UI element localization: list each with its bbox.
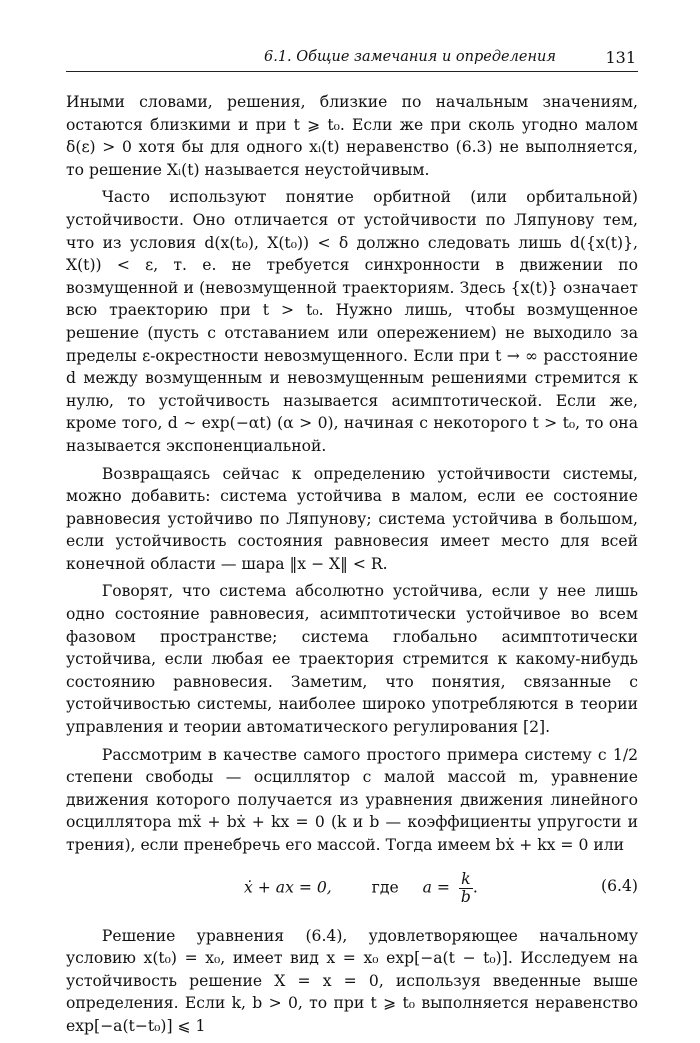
equation-where: где xyxy=(371,878,399,897)
paragraph-5: Рассмотрим в качестве самого простого примера систему с 1/2 степени свободы — осциллятор с малой массой m, уравнение движения которого получается из уравнения движения линейного осциллятора mẍ + bẋ + kx = 0 (k и b — коэффициенты упругости и трения), если пренебречь его массой. Тогда имеем bẋ + kx = 0 или xyxy=(66,745,638,854)
paragraph-6: Решение уравнения (6.4), удовлетворяющее начальному условию x(t₀) = x₀, имеет вид x = x₀ exp[−a(t − t₀)]. Исследуем на устойчивость решение X = x = 0, используя введенные выше определения. Если k, b > 0, то при t ⩾ t₀ выполняется неравенство exp[−a(t−t₀)] ⩽ 1 xyxy=(66,926,638,1035)
equation-lhs: ẋ + ax = 0, xyxy=(244,878,332,897)
equation-6-4 xyxy=(66,863,638,911)
paragraph-3: Возвращаясь сейчас к определению устойчивости системы, можно добавить: система устойчива в малом, если ее состояние равновесия устойчиво по Ляпунову; система устойчива в большом, если устойчивость состояния равновесия имеет место для всей конечной области — шара ‖x − X‖ < R. xyxy=(66,464,638,573)
page-number: 131 xyxy=(605,48,636,67)
paragraph-4: Говорят, что система абсолютно устойчива, если у нее лишь одно состояние равновесия, асимптотически устойчивое во всем фазовом пространстве; система глобально асимптотически устойчива, если любая ее траектория стремится к какому-нибудь состоянию равновесия. Заметим, что понятия, связанные с устойчивостью системы, наиболее широко употребляются в теории управления и теории автоматического регулирования [2]. xyxy=(66,582,638,737)
fraction-denominator: b xyxy=(460,887,471,906)
equation-body xyxy=(244,871,478,906)
equation-tail: . xyxy=(472,878,478,897)
paragraph-1: Иными словами, решения, близкие по начальным значениям, остаются близкими и при t ⩾ t₀. Если же при сколь угодно малом δ(ε) > 0 хотя бы для одного xᵢ(t) неравенство (6.3) не выполняется, то решение Xᵢ(t) называется неустойчивым. xyxy=(66,93,638,179)
running-head: 6.1. Общие замечания и определения xyxy=(264,49,556,65)
page-body xyxy=(66,91,638,1043)
equation-number: (6.4) xyxy=(601,876,638,895)
page-header xyxy=(66,45,638,72)
fraction-numerator: k xyxy=(459,871,473,889)
equation-fraction xyxy=(459,871,473,906)
equation-rhs: a = xyxy=(422,878,450,897)
paragraph-2: Часто используют понятие орбитной (или орбитальной) устойчивости. Оно отличается от устойчивости по Ляпунову тем, что из условия d(x(t₀), X(t₀)) < δ должно следовать лишь d({x(t)}, X(t)) < ε, т. е. не требуется синхронности в движении по возмущенной и (невозмущенной траекториям. Здесь {x(t)} означает всю траекторию при t > t₀. Нужно лишь, чтобы возмущенное решение (пусть с отставанием или опережением) не выходило за пределы ε-окрестности невозмущенного. Если при t → ∞ расстояние d между возмущенным и невозмущенным решениями стремится к нулю, то устойчивость называется асимптотической. Если же, кроме того, d ∼ exp(−αt) (α > 0), начиная с некоторого t > t₀, то она называется экспоненциальной. xyxy=(66,188,638,455)
